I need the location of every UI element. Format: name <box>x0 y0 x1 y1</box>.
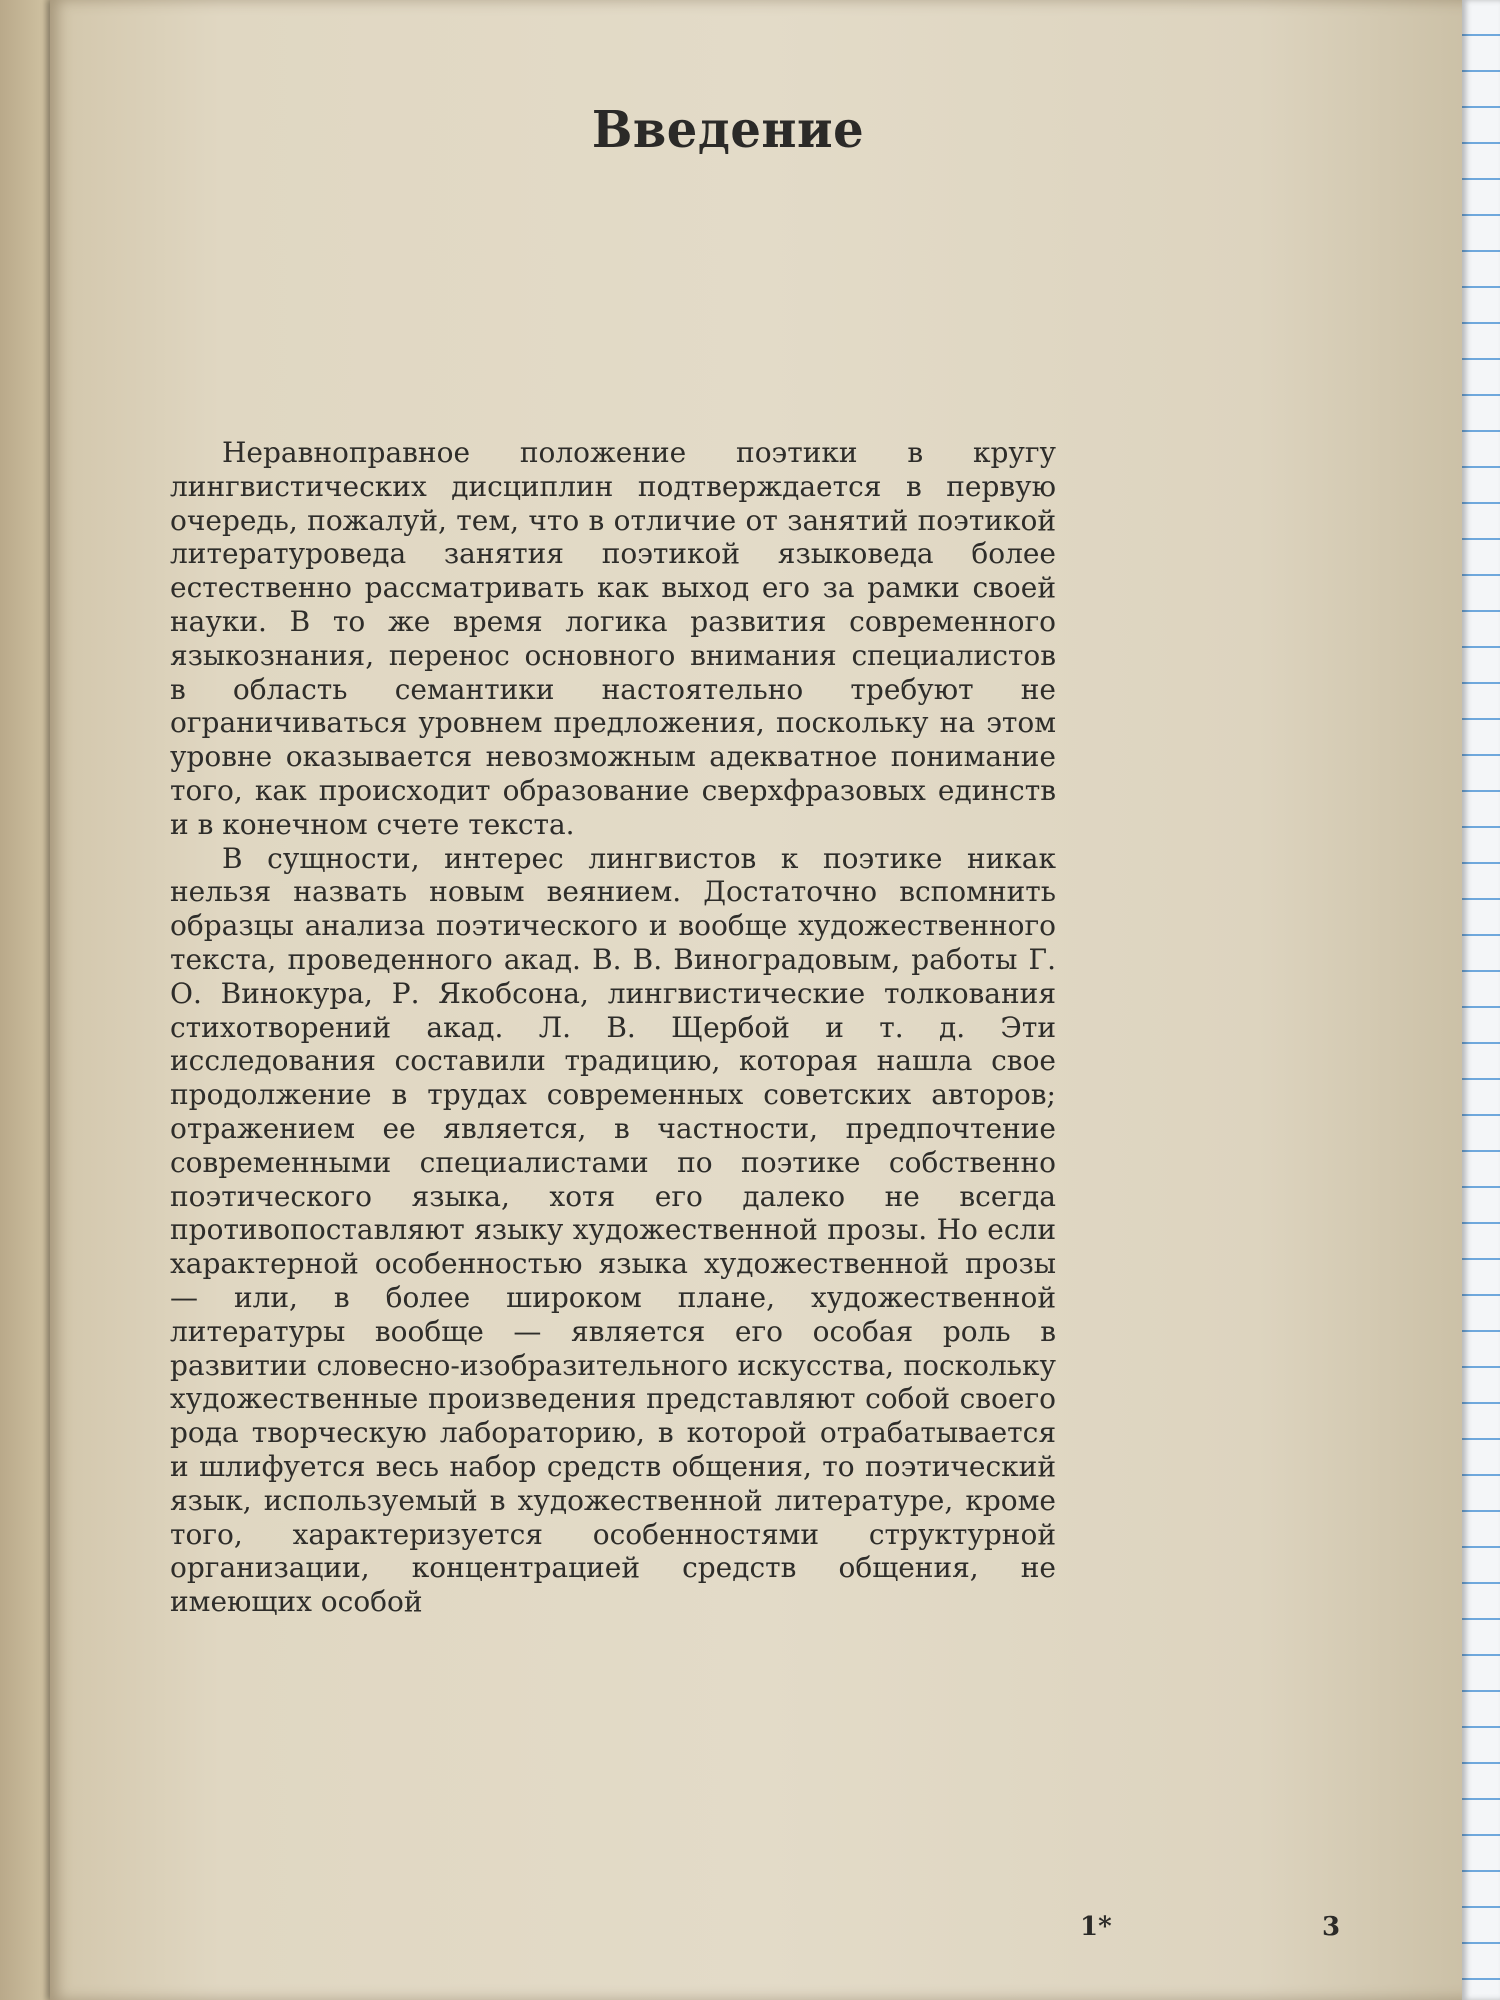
body-text <box>170 436 1056 1619</box>
paragraph-2: В сущности, интерес лингвистов к поэтике никак нельзя назвать новым веянием. Достаточно вспомнить образцы анализа поэтического и вообще художественного текста, проведенного акад. В. В. Виноградовым, работы Г. О. Винокура, Р. Якобсона, лингвистические толкования стихотворений акад. Л. В. Щербой и т. д. Эти исследования составили традицию, которая нашла свое продолжение в трудах современных советских авторов; отражением ее является, в частности, предпочтение современными специалистами по поэтике собственно поэтического языка, хотя его далеко не всегда противопоставляют языку художественной прозы. Но если характерной особенностью языка художественной прозы — или, в более широком плане, художественной литературы вообще — является его особая роль в развитии словесно-изобразительного искусства, поскольку художественные произведения представляют собой своего рода творческую лабораторию, в которой отрабатывается и шлифуется весь набор средств общения, то поэтический язык, используемый в художественной литературе, кроме того, характеризуется особенностями структурной организации, концентрацией средств общения, не имеющих особой <box>170 841 1056 1619</box>
paragraph-1: Неравноправное положение поэтики в кругу лингвистических дисциплин подтверждается в первую очередь, пожалуй, тем, что в отличие от занятий поэтикой литературоведа занятия поэтикой языковеда более естественно рассматривать как выход его за рамки своей науки. В то же время логика развития современного языкознания, перенос основного внимания специалистов в область семантики настоятельно требуют не ограничиваться уровнем предложения, поскольку на этом уровне оказывается невозможным адекватное понимание того, как происходит образование сверхфразовых единств и в конечном счете текста. <box>170 436 1056 841</box>
signature-mark: 1* <box>1080 1912 1112 1942</box>
notebook-edge <box>1462 0 1500 2000</box>
page-number: 3 <box>1322 1912 1341 1942</box>
chapter-title: Введение <box>591 100 865 160</box>
